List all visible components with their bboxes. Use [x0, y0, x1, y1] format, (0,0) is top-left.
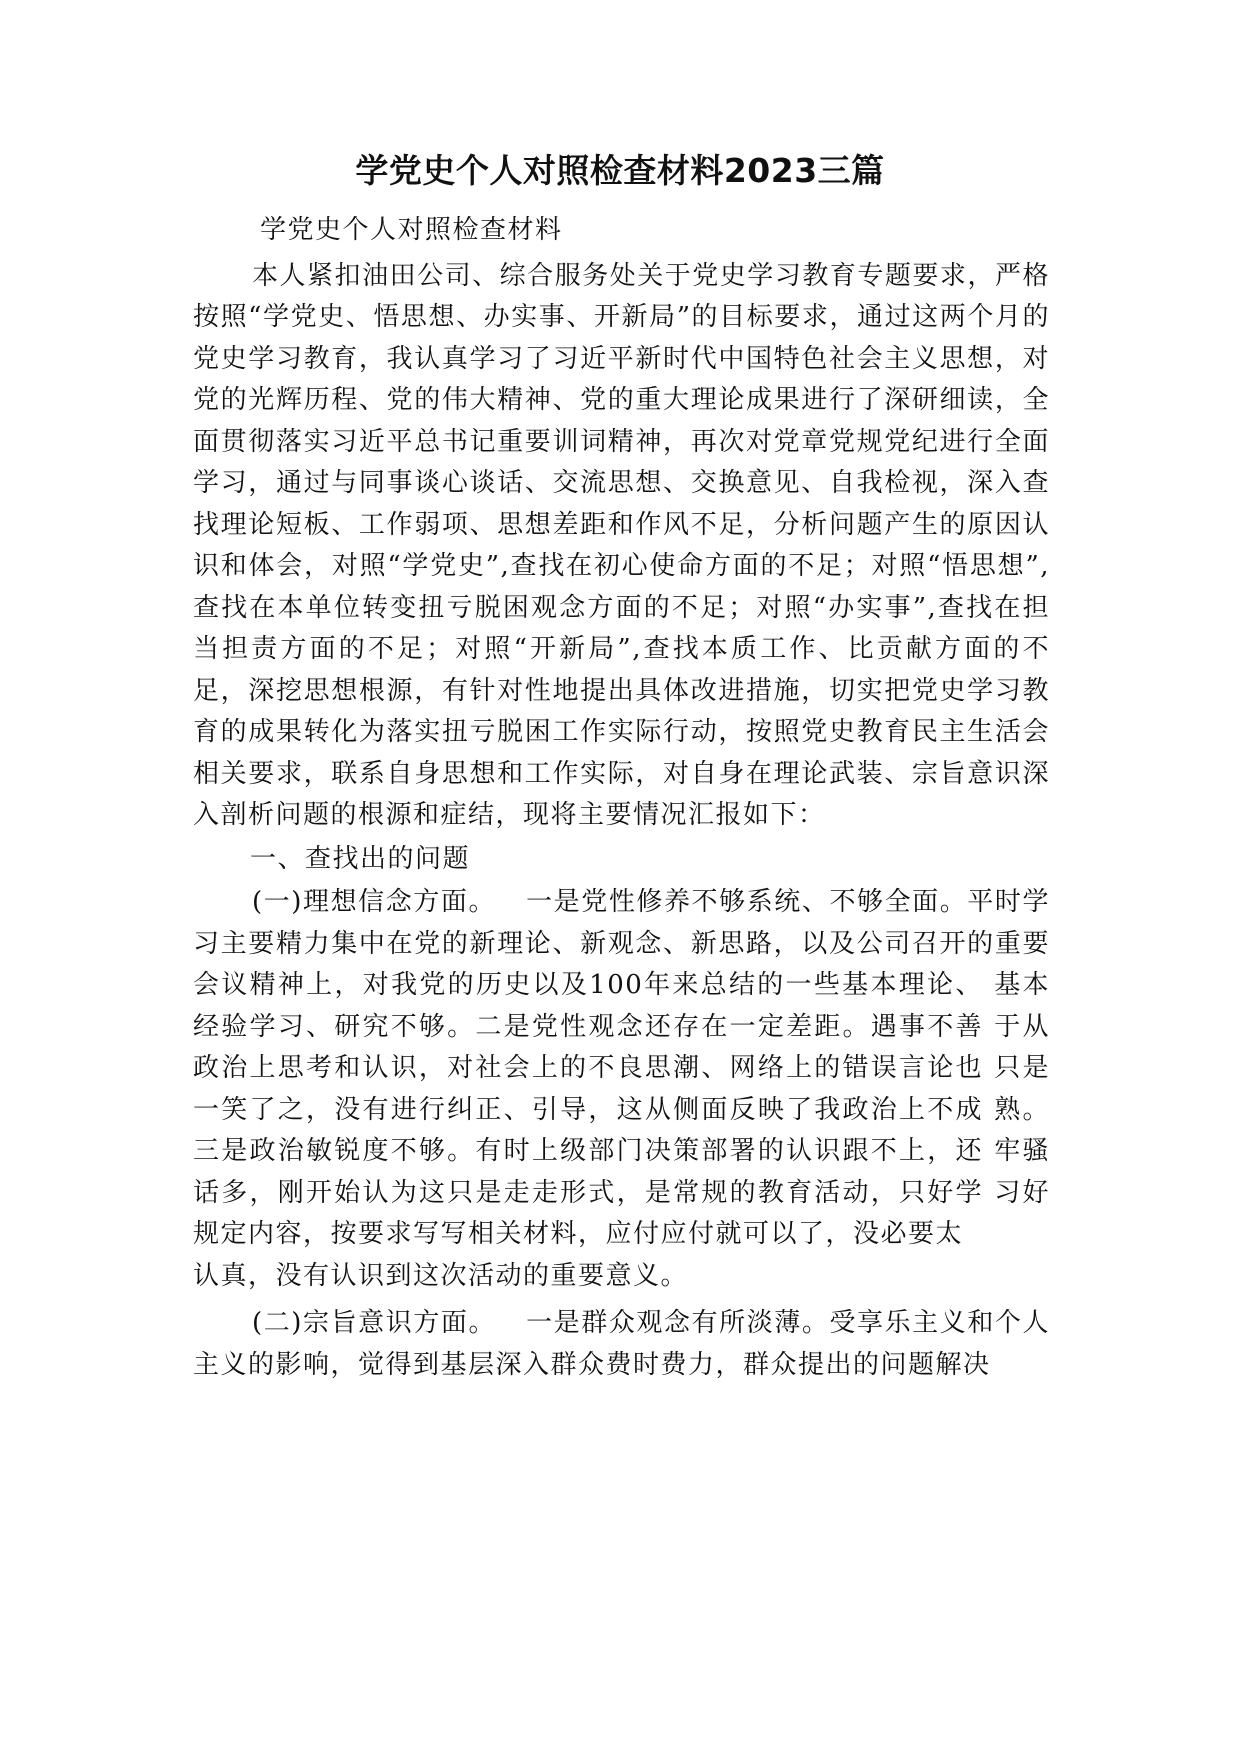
section-heading-problems: 一、查找出的问题 [250, 843, 471, 874]
item-ideals-continuation: 认真，没有认识到这次活动的重要意义。 [193, 1260, 689, 1291]
intro-paragraph: 本人紧扣油田公司、综合服务处关于党史学习教育专题要求，严格按照“学党史、悟思想、办实事、开新局”的目标要求，通过这两个月的党史学习教育，我认真学习了习近平新时代中国特色社会主义思想，对党的光辉历程、党的伟大精神、党的重大理论成果进行了深研细读，全面贯彻落实习近平总书记重要训词精神，再次对党章党规党纪进行全面学习，通过与同事谈心谈话、交流思想、交换意见、自我检视，深入查找理论短板、工作弱项、思想差距和作风不足，分析问题产生的原因认识和体会，对照“学党史”,查找在初心使命方面的不足；对照“悟思想”,查找在本单位转变扭亏脱困观念方面的不足；对照“办实事”,查找在担当担责方面的不足；对照“开新局”,查找本质工作、比贡献方面的不足，深挖思想根源，有针对性地提出具体改进措施，切实把党史学习教育的成果转化为落实扭亏脱困工作实际行动，按照党史教育民主生活会相关要求，联系自身思想和工作实际，对自身在理论武装、宗旨意识深入剖析问题的根源和症结，现将主要情况汇报如下： [193, 260, 1050, 830]
item-ideals-paragraph [193, 882, 1050, 1256]
item-ideals-text: 一是党性修养不够系统、不够全面。平时学习主要精力集中在党的新理论、新观念、新思路，以及公司召开的重要会议精神上，对我党的历史以及100年来总结的一些基本理论、 基本经验学习、研究不够。二是党性观念还存在一定差距。遇事不善 于从政治上思考和认识，对社会上的不良思潮、网络上的错误言论也 只是一笑了之，没有进行纠正、引导，这从侧面反映了我政治上不成 熟。三是政治敏锐度不够。有时上级部门决策部署的认识跟不上，还 牢骚话多，刚开始认为这只是走走形式，是常规的教育活动，只好学 习好规定内容，按要求写写相关材料，应付应付就可以了，没必要太 [193, 887, 1050, 1249]
document-body [193, 210, 1050, 1386]
item-purpose-paragraph [193, 1303, 1050, 1386]
item-purpose-label: (二)宗旨意识方面。 [252, 1308, 497, 1338]
document-title: 学党史个人对照检查材料2023三篇 [355, 151, 885, 190]
document-subtitle: 学党史个人对照检查材料 [260, 215, 563, 245]
item-ideals-label: (一)理想信念方面。 [252, 887, 497, 917]
item-purpose-text: 一是群众观念有所淡薄。受享乐主义和个人主义的影响，觉得到基层深入群众费时费力，群众提出的问题解决 [193, 1308, 1050, 1380]
